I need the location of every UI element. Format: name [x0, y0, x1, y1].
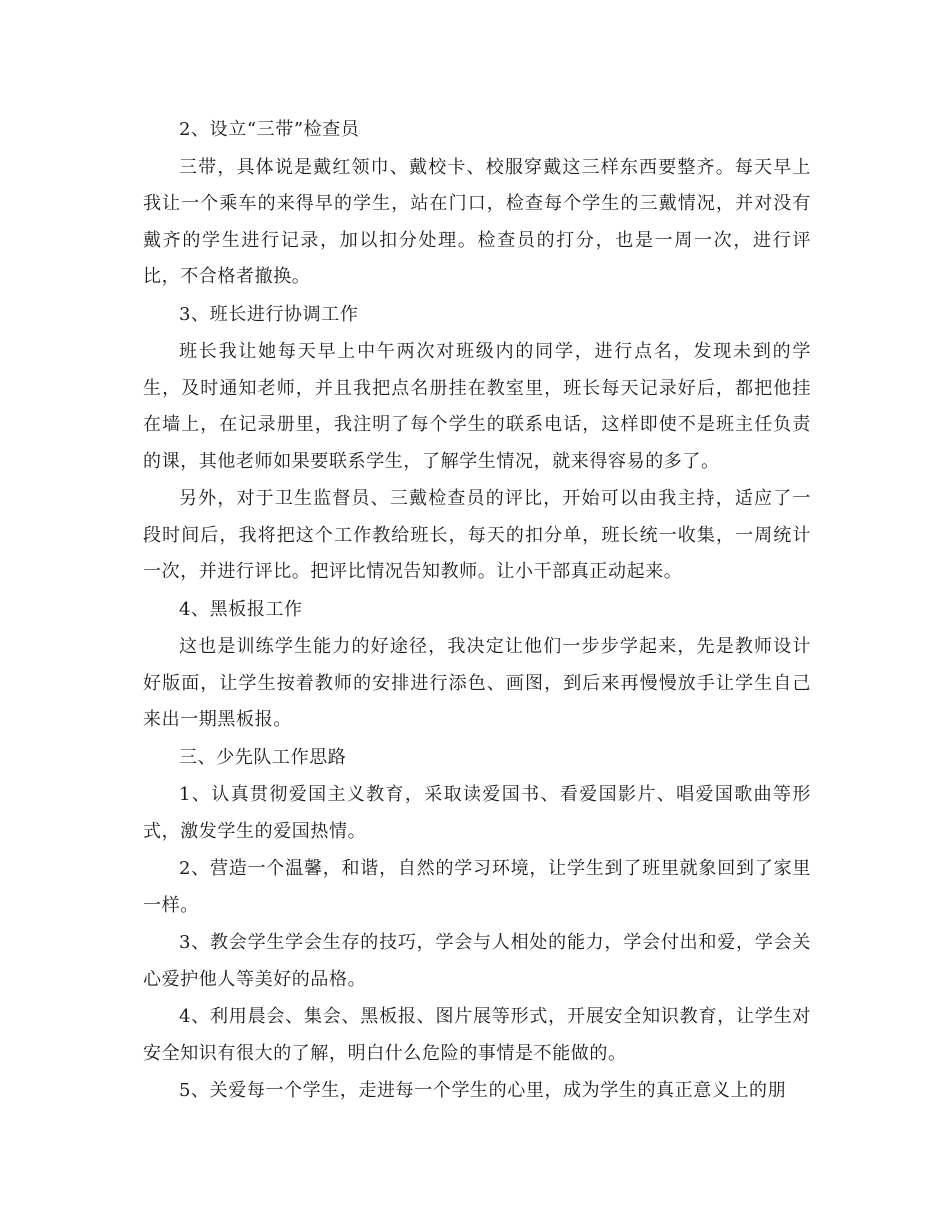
list-item-environment: 2、营造一个温馨，和谐，自然的学习环境，让学生到了班里就象回到了家里一样。: [143, 858, 811, 916]
paragraph-blackboard: 这也是训练学生能力的好途径，我决定让他们一步步学起来，先是教师设计好版面，让学生按着教师的安排进行添色、画图，到后来再慢慢放手让学生自己来出一期黑板报。: [143, 636, 811, 730]
paragraph-monitor-duties: 班长我让她每天早上中午两次对班级内的同学，进行点名，发现未到的学生，及时通知老师，并且我把点名册挂在教室里，班长每天记录好后，都把他挂在墙上，在记录册里，我注明了每个学生的联系电话，这样即使不是班主任负责的课，其他老师如果要联系学生，了解学生情况，就来得容易的多了。: [143, 341, 811, 472]
paragraph-evaluation: 另外，对于卫生监督员、三戴检查员的评比，开始可以由我主持，适应了一段时间后，我将把这个工作教给班长，每天的扣分单，班长统一收集，一周统计一次，并进行评比。把评比情况告知教师。让小干部真正动起来。: [143, 488, 811, 582]
list-item-patriotism: 1、认真贯彻爱国主义教育，采取读爱国书、看爱国影片、唱爱国歌曲等形式，激发学生的爱国热情。: [143, 784, 811, 842]
document-body: [143, 112, 811, 1111]
section-heading-monitor: 3、班长进行协调工作: [179, 303, 359, 325]
list-item-life-skills: 3、教会学生学会生存的技巧，学会与人相处的能力，学会付出和爱，学会关心爱护他人等美好的品格。: [143, 932, 811, 990]
section-heading-inspector: 2、设立“三带”检查员: [179, 119, 360, 140]
list-item-care: 5、关爱每一个学生，走进每一个学生的心里，成为学生的真正意义上的朋: [179, 1080, 787, 1101]
section-heading-blackboard: 4、黑板报工作: [179, 598, 303, 620]
paragraph-inspector-duties: 三带，具体说是戴红领巾、戴校卡、校服穿戴这三样东西要整齐。每天早上我让一个乘车的来得早的学生，站在门口，检查每个学生的三戴情况，并对没有戴齐的学生进行记录，加以扣分处理。检查员的打分，也是一周一次，进行评比，不合格者撤换。: [143, 156, 811, 287]
section-heading-pioneers: 三、少先队工作思路: [179, 746, 347, 768]
list-item-safety: 4、利用晨会、集会、黑板报、图片展等形式，开展安全知识教育，让学生对安全知识有很大的了解，明白什么危险的事情是不能做的。: [143, 1006, 811, 1064]
